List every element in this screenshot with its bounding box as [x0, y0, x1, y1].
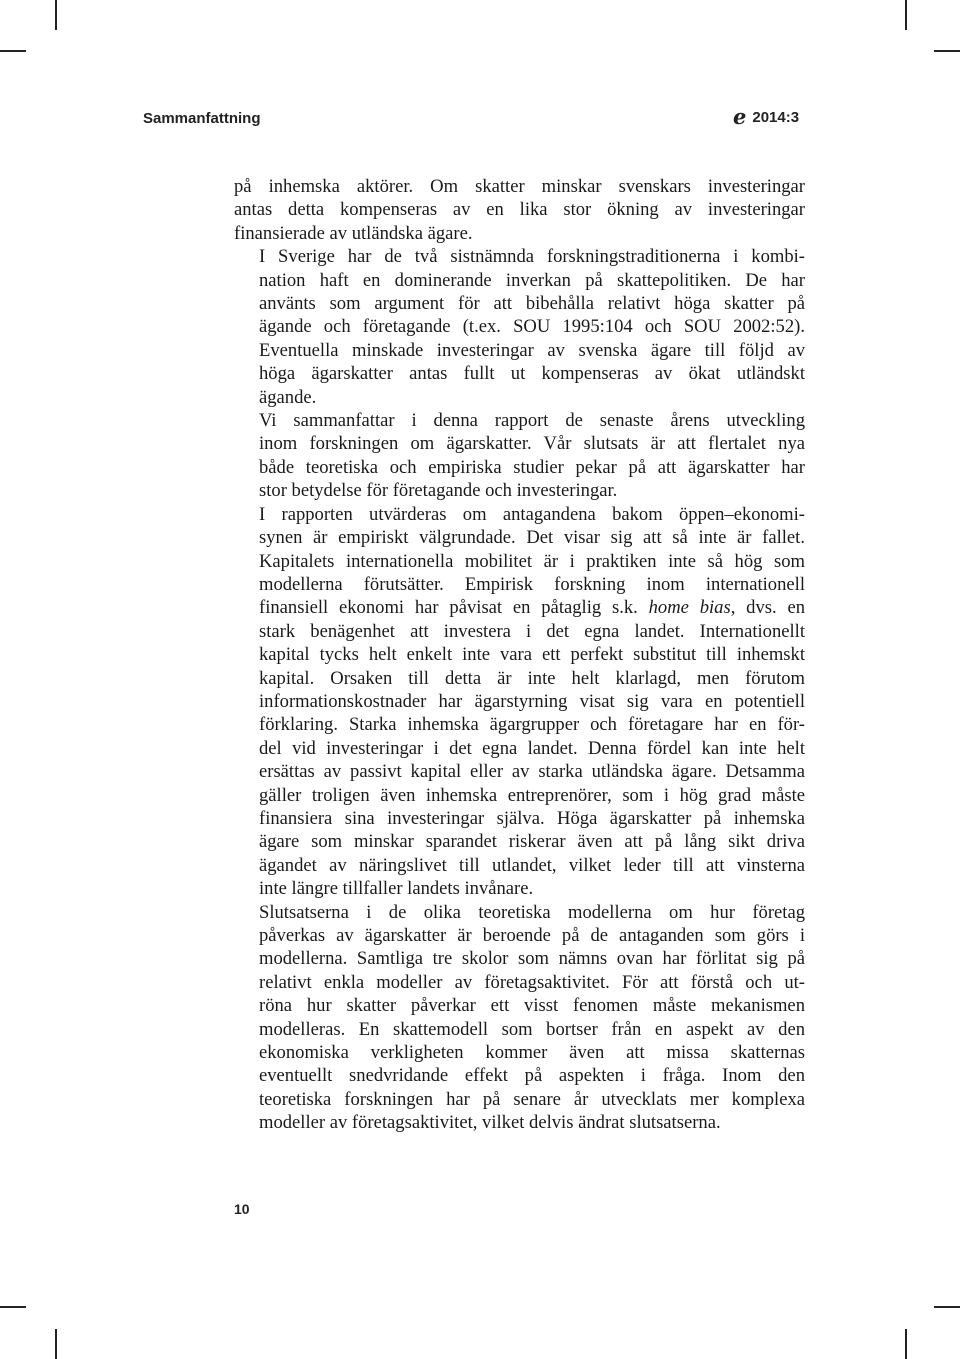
text-line: påverkas av ägarskatter är beroende på de antaganden som görs i	[259, 925, 805, 946]
text-line: både teoretiska och empiriska studier pekar på att ägarskatter har	[259, 456, 805, 478]
text-line: I rapporten utvärderas om antagandena bakom öppen–ekonomi-	[259, 503, 805, 525]
text-line: antas detta kompenseras av en lika stor ökning av investeringar	[234, 199, 805, 221]
text-line: ersättas av passivt kapital eller av starka utländska ägare. Detsamma	[259, 761, 805, 783]
text-line: modellerna förutsätter. Empirisk forskning inom internationell	[259, 573, 805, 595]
text-line: modeller av företagsaktivitet, vilket delvis ändrat slutsatserna.	[259, 1112, 721, 1134]
text-line: Slutsatserna i de olika teoretiska modellerna om hur företag	[259, 901, 805, 923]
text-line: kapital. Orsaken till detta är inte helt klarlagd, men förutom	[259, 667, 805, 689]
emphasized-term: home bias	[648, 597, 731, 619]
paragraph	[234, 503, 805, 901]
publisher-logo-icon: e	[733, 104, 747, 129]
text-line: Vi sammanfattar i denna rapport de senaste årens utveckling	[259, 410, 805, 432]
text-line: nation haft en dominerande inverkan på skattepolitiken. De har	[259, 269, 805, 291]
text-run: finansiell ekonomi har påvisat en påtaglig s.k.	[259, 597, 649, 619]
text-line: använts som argument för att bibehålla relativt höga skatter på	[259, 293, 805, 315]
text-line: inte längre tillfaller landets invånare.	[259, 878, 534, 900]
crop-mark	[55, 1329, 57, 1359]
text-line: del vid investeringar i det egna landet. Denna fördel kan inte helt	[259, 737, 805, 759]
text-line: teoretiska forskningen har på senare år utvecklats mer komplexa	[259, 1088, 805, 1110]
crop-mark	[905, 1329, 907, 1359]
text-line: I Sverige har de två sistnämnda forskningstraditionerna i kombi-	[259, 246, 805, 268]
text-line: modelleras. En skattemodell som bortser från en aspekt av den	[259, 1018, 805, 1040]
text-line: Eventuella minskade investeringar av svenska ägare till följd av	[259, 339, 805, 361]
text-line: ägandet av näringslivet till utlandet, vilket leder till att vinsterna	[259, 854, 805, 876]
text-run: , dvs. en	[730, 597, 805, 619]
paragraph	[234, 901, 805, 1135]
text-line: gäller troligen även inhemska entreprenörer, som i hög grad måste	[259, 784, 805, 806]
text-line: ägare som minskar sparandet riskerar även att på lång sikt driva	[259, 831, 805, 853]
text-line: röna hur skatter påverkar ett visst fenomen måste mekanismen	[259, 995, 805, 1017]
running-header-issue	[733, 104, 800, 129]
text-line: Kapitalets internationella mobilitet är i praktiken inte så hög som	[259, 550, 805, 572]
text-line: höga ägarskatter antas fullt ut kompenseras av ökat utländskt	[259, 363, 805, 385]
text-line: eventuellt snedvridande effekt på aspekten i fråga. Inom den	[259, 1065, 805, 1087]
paragraph	[234, 245, 805, 409]
text-line: stor betydelse för företagande och investeringar.	[259, 480, 618, 502]
text-line: på inhemska aktörer. Om skatter minskar svenskars investeringar	[234, 176, 805, 197]
page-number: 10	[234, 1201, 250, 1217]
text-line: ägande och företagande (t.ex. SOU 1995:104 och SOU 2002:52).	[259, 316, 805, 338]
text-line: stark benägenhet att investera i det egna landet. Internationellt	[259, 620, 805, 642]
crop-mark	[905, 0, 907, 30]
text-line: finansiera sina investeringar själva. Höga ägarskatter på inhemska	[259, 807, 805, 829]
text-line: inom forskningen om ägarskatter. Vår slutsats är att flertalet nya	[259, 433, 805, 455]
paragraph	[234, 409, 805, 503]
crop-mark	[934, 1306, 960, 1308]
text-line: ekonomiska verkligheten kommer även att missa skatternas	[259, 1042, 805, 1064]
body-text	[234, 175, 805, 1135]
text-line: ägande.	[259, 386, 317, 408]
text-line	[234, 596, 805, 619]
issue-number: 2014:3	[752, 109, 800, 126]
running-header-section: Sammanfattning	[143, 110, 261, 127]
crop-mark	[0, 50, 26, 52]
text-line: informationskostnader har ägarstyrning visat sig vara en potentiell	[259, 690, 805, 712]
text-line: synen är empiriskt välgrundade. Det visar sig att så inte är fallet.	[259, 527, 805, 549]
text-line: kapital tycks helt enkelt inte vara ett perfekt substitut till inhemskt	[259, 644, 805, 666]
text-line: relativt enkla modeller av företagsaktivitet. För att förstå och ut-	[259, 971, 805, 993]
text-line: förklaring. Starka inhemska ägargrupper och företagare har en för-	[259, 714, 805, 736]
crop-mark	[0, 1306, 26, 1308]
crop-mark	[934, 50, 960, 52]
text-line: modellerna. Samtliga tre skolor som nämns ovan har förlitat sig på	[259, 948, 805, 970]
paragraph	[234, 175, 805, 245]
text-line: finansierade av utländska ägare.	[234, 222, 473, 244]
crop-mark	[55, 0, 57, 30]
